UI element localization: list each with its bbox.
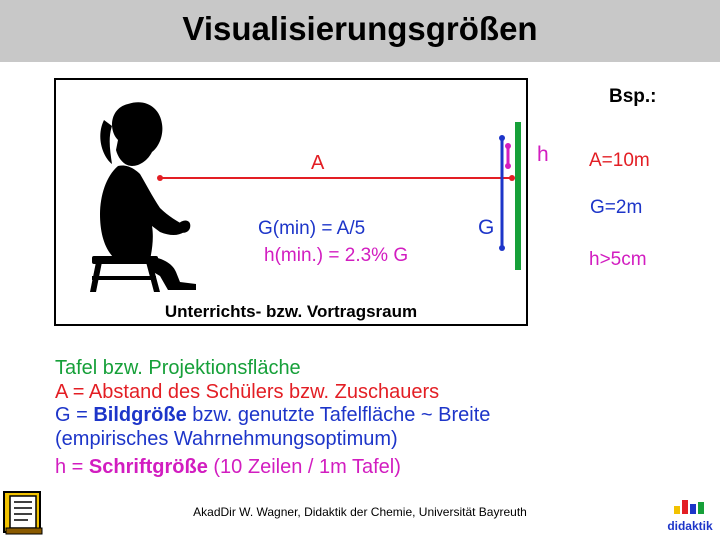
legend-image-size-note: (empirisches Wahrnehmungsoptimum) [55, 428, 398, 450]
font-size-top-dot [505, 143, 511, 149]
legend-image-size-bold: Bildgröße [93, 404, 187, 426]
book-icon [2, 490, 44, 536]
board-bar [515, 122, 521, 270]
legend-image-size-suffix: bzw. genutzte Tafelfläche ~ Breite [186, 404, 491, 426]
label-a: A [311, 152, 325, 174]
legend-image-size-prefix: G = [55, 404, 94, 426]
image-size-bottom-dot [499, 245, 505, 251]
legend-font-size-bold: Schriftgröße [88, 456, 208, 478]
formula-g: G(min) = A/5 [258, 218, 366, 239]
label-h: h [537, 143, 549, 166]
didaktik-logo-icon [662, 498, 718, 538]
svg-text:didaktik: didaktik [667, 519, 713, 533]
legend-font-size-prefix: h = [55, 456, 89, 478]
legend-image-size [55, 404, 490, 427]
slide-title: Visualisierungsgrößen [182, 10, 538, 47]
legend-font-size [55, 456, 401, 479]
example-heading: Bsp.: [609, 86, 657, 107]
label-g: G [478, 216, 495, 239]
distance-start-dot [157, 175, 163, 181]
child-silhouette-icon [90, 102, 196, 292]
image-size-top-dot [499, 135, 505, 141]
formula-h: h(min.) = 2.3% G [264, 245, 409, 266]
room-label: Unterrichts- bzw. Vortragsraum [164, 302, 418, 321]
footer-credit: AkadDir W. Wagner, Didaktik der Chemie, Universität Bayreuth [193, 505, 527, 519]
example-h: h>5cm [589, 249, 647, 270]
distance-end-dot [509, 175, 515, 181]
legend-distance: A = Abstand des Schülers bzw. Zuschauers [55, 381, 440, 403]
legend-board: Tafel bzw. Projektionsfläche [55, 357, 301, 379]
example-g: G=2m [590, 197, 643, 218]
example-a: A=10m [589, 150, 650, 171]
legend-font-size-suffix: (10 Zeilen / 1m Tafel) [207, 456, 401, 478]
font-size-bottom-dot [505, 163, 511, 169]
